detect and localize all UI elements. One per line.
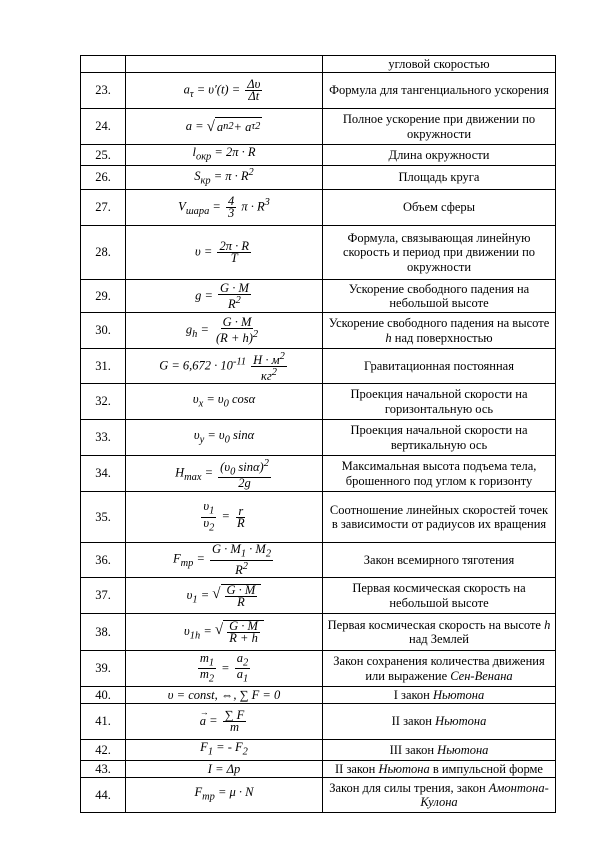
description-cell: Площадь круга [323, 166, 556, 190]
formula-cell: $F_1$ = - $F_2$ [126, 740, 323, 761]
table-row [81, 313, 556, 349]
row-number: 38. [81, 614, 126, 651]
formula-cell: $S_{кр} = \pi \cdot R^2$ [126, 166, 323, 190]
table-row [81, 704, 556, 740]
table-row [81, 651, 556, 687]
table-row [81, 492, 556, 543]
description-cell: Закон для силы трения, закон Амонтона-Кулона [323, 778, 556, 813]
table-row [81, 73, 556, 109]
formula-cell: g = $\frac{G \cdot M}{R^2}$ [126, 280, 323, 313]
description-cell: Первая космическая скорость на высоте h над Землей [323, 614, 556, 651]
description-cell: Формула для тангенциального ускорения [323, 73, 556, 109]
formula-cell: $\upsilon_x = \upsilon_0$ cosα [126, 384, 323, 420]
table-row [81, 280, 556, 313]
row-number: 23. [81, 73, 126, 109]
formula-cell: $\frac{\upsilon_1}{\upsilon_2}$ = $\frac{r}{R}$ [126, 492, 323, 543]
description-cell: II закон Ньютона [323, 704, 556, 740]
formula-cell: υ = const, ⇔, ∑ F = 0 [126, 687, 323, 704]
table-row [81, 145, 556, 166]
formula-cell: $\upsilon_{1h}$ = √ $\frac{G \cdot M}{R + h}$ [126, 614, 323, 651]
row-number: 35. [81, 492, 126, 543]
row-number: 41. [81, 704, 126, 740]
formula-cell: $F_{тр}$ = $\frac{G \cdot M_1 \cdot M_2}{R^2}$ [126, 543, 323, 578]
formula-table [80, 55, 556, 813]
row-number: 44. [81, 778, 126, 813]
row-number: 24. [81, 109, 126, 145]
description-cell: Максимальная высота подъема тела, брошенного под углом к горизонту [323, 456, 556, 492]
table-row [81, 166, 556, 190]
row-number: 42. [81, 740, 126, 761]
formula-cell: $H_{max}$ = $\frac{(\upsilon_0 \sin\alpha)^2}{2g}$ [126, 456, 323, 492]
table-row [81, 109, 556, 145]
table-row [81, 543, 556, 578]
description-cell: Объем сферы [323, 190, 556, 226]
description-cell: II закон Ньютона в импульсной форме [323, 761, 556, 778]
formula-cell: $a_\tau = \upsilon'(t)$ = $\frac{\Delta\upsilon}{\Delta t}$ [126, 73, 323, 109]
row-number: 37. [81, 578, 126, 614]
formula-cell: $g_h$ = $\frac{G \cdot M}{(R + h)^2}$ [126, 313, 323, 349]
table-row [81, 740, 556, 761]
formula-cell: → a = $\frac{\sum F}{m}$ [126, 704, 323, 740]
description-cell: Проекция начальной скорости на горизонтальную ось [323, 384, 556, 420]
formula-cell: $F_{тр} = \mu \cdot N$ [126, 778, 323, 813]
description-cell: Формула, связывающая линейную скорость и период при движении по окружности [323, 226, 556, 280]
row-number: 36. [81, 543, 126, 578]
row-number: 28. [81, 226, 126, 280]
row-number: 34. [81, 456, 126, 492]
formula-cell: υ = $\frac{2\pi \cdot R}{T}$ [126, 226, 323, 280]
description-cell: угловой скоростью [323, 56, 556, 73]
table-row [81, 349, 556, 384]
table-row [81, 190, 556, 226]
table-row [81, 614, 556, 651]
table-row [81, 687, 556, 704]
row-number: 25. [81, 145, 126, 166]
table-row [81, 226, 556, 280]
description-cell: Первая космическая скорость на небольшой высоте [323, 578, 556, 614]
formula-cell: $\frac{m_1}{m_2}$ = $\frac{a_2}{a_1}$ [126, 651, 323, 687]
row-number: 26. [81, 166, 126, 190]
row-number: 30. [81, 313, 126, 349]
table-row [81, 761, 556, 778]
formula-cell: $V_{шара}$ = $\frac{4}{3}$ $\pi \cdot R^3$ [126, 190, 323, 226]
row-number: 39. [81, 651, 126, 687]
row-number: 31. [81, 349, 126, 384]
table-row [81, 420, 556, 456]
description-cell: Полное ускорение при движении по окружности [323, 109, 556, 145]
formula-cell: $\upsilon_1$ = √ $\frac{G \cdot M}{R}$ [126, 578, 323, 614]
description-cell: Закон всемирного тяготения [323, 543, 556, 578]
row-number: 43. [81, 761, 126, 778]
description-cell: III закон Ньютона [323, 740, 556, 761]
formula-cell [126, 56, 323, 73]
formula-cell: $l_{окр} = 2\pi \cdot R$ [126, 145, 323, 166]
row-number [81, 56, 126, 73]
description-cell: Закон сохранения количества движения или выражение Сен-Венана [323, 651, 556, 687]
table-row [81, 56, 556, 73]
table-row [81, 578, 556, 614]
formula-cell: a = √ a n 2 + a τ 2 [126, 109, 323, 145]
description-cell: Ускорение свободного падения на высоте h над поверхностью [323, 313, 556, 349]
table-row [81, 778, 556, 813]
row-number: 29. [81, 280, 126, 313]
formula-cell: $G = 6,672 \cdot 10^{-11}$ $\frac{H \cdot м^2}{кг^2}$ [126, 349, 323, 384]
description-cell: Гравитационная постоянная [323, 349, 556, 384]
description-cell: Ускорение свободного падения на небольшой высоте [323, 280, 556, 313]
table-row [81, 456, 556, 492]
description-cell: I закон Ньютона [323, 687, 556, 704]
row-number: 40. [81, 687, 126, 704]
description-cell: Соотношение линейных скоростей точек в зависимости от радиусов их вращения [323, 492, 556, 543]
row-number: 33. [81, 420, 126, 456]
table-row [81, 384, 556, 420]
formula-cell: I = Δp [126, 761, 323, 778]
formula-cell: $\upsilon_y = \upsilon_0$ sinα [126, 420, 323, 456]
description-cell: Длина окружности [323, 145, 556, 166]
row-number: 32. [81, 384, 126, 420]
row-number: 27. [81, 190, 126, 226]
description-cell: Проекция начальной скорости на вертикальную ось [323, 420, 556, 456]
